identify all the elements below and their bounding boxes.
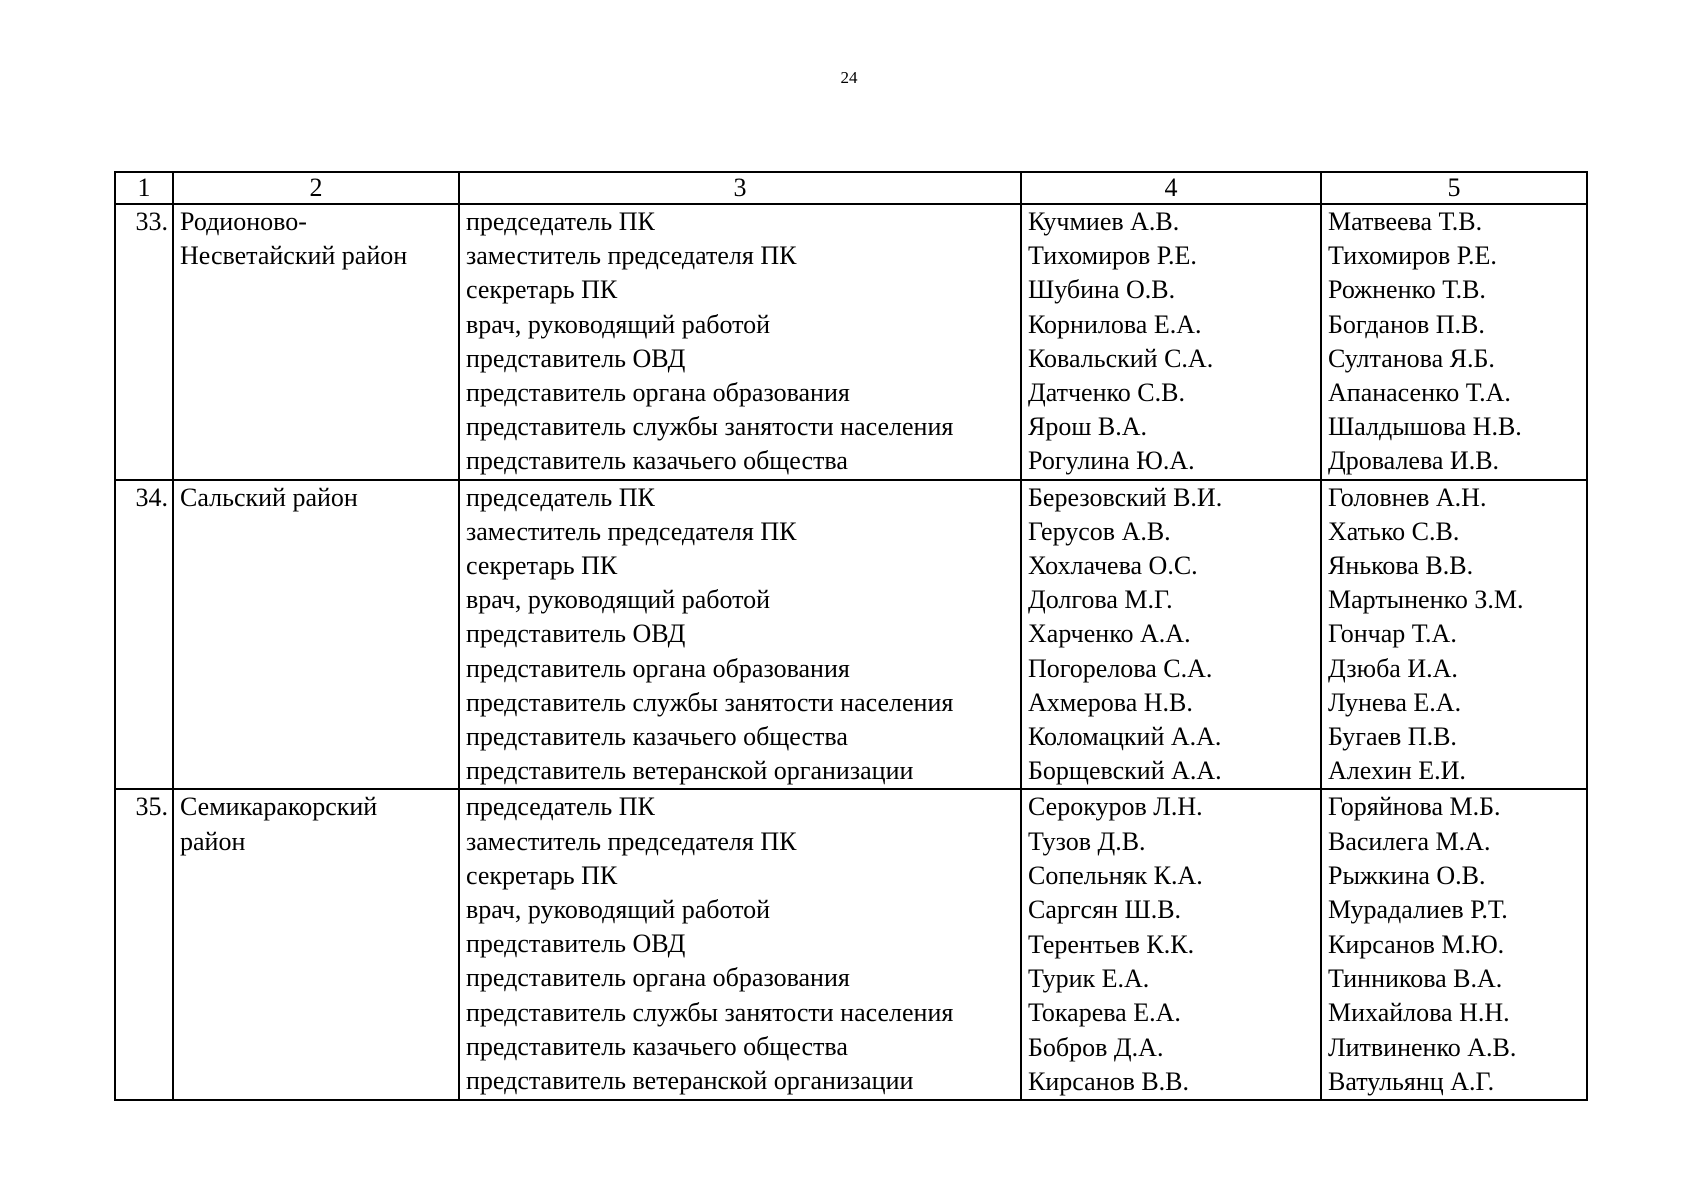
members-cell (1021, 480, 1321, 790)
reserve-name: Дровалева И.В. (1328, 446, 1500, 476)
reserve-name: Лунева Е.А. (1328, 687, 1462, 717)
position-title: заместитель председателя ПК (466, 516, 797, 546)
header-cell-4: 4 (1021, 172, 1321, 204)
table-header-row (115, 172, 1587, 204)
reserve-name: Мартыненко З.М. (1328, 585, 1524, 615)
commission-table (114, 171, 1588, 1101)
district-name-line: Сальский район (180, 482, 358, 512)
position-title: представитель органа образования (466, 653, 850, 683)
position-title: представитель ОВД (466, 343, 686, 373)
reserve-name: Бугаев П.В. (1328, 722, 1457, 752)
position-title: представитель органа образования (466, 378, 850, 408)
member-name: Березовский В.И. (1028, 482, 1223, 512)
position-title: врач, руководящий работой (466, 585, 771, 615)
reserve-name: Рожненко Т.В. (1328, 275, 1486, 305)
member-name: Кучмиев А.В. (1028, 207, 1180, 236)
member-name: Токарева Е.А. (1028, 998, 1181, 1028)
reserve-cell (1321, 789, 1587, 1100)
member-name: Долгова М.Г. (1028, 585, 1173, 615)
position-title: секретарь ПК (466, 551, 618, 581)
position-title: представитель ОВД (466, 619, 686, 649)
member-name: Турик Е.А. (1028, 963, 1150, 993)
district-name-line: Родионово- (180, 207, 307, 236)
row-number: 34. (115, 480, 173, 790)
reserve-name: Хатько С.В. (1328, 516, 1460, 546)
row-number: 35. (115, 789, 173, 1100)
district-cell (173, 480, 459, 790)
member-name: Хохлачева О.С. (1028, 551, 1198, 581)
members-cell (1021, 789, 1321, 1100)
member-name: Сопельняк К.А. (1028, 861, 1203, 891)
header-cell-3: 3 (459, 172, 1021, 204)
reserve-cell (1321, 480, 1587, 790)
reserve-name: Мурадалиев Р.Т. (1328, 895, 1508, 925)
reserve-cell (1321, 204, 1587, 480)
reserve-name: Дзюба И.А. (1328, 653, 1458, 683)
position-title: председатель ПК (466, 207, 655, 236)
district-name-line: район (180, 826, 246, 856)
header-cell-1: 1 (115, 172, 173, 204)
positions-cell (459, 204, 1021, 480)
reserve-name: Михайлова Н.Н. (1328, 998, 1510, 1028)
position-title: заместитель председателя ПК (466, 241, 797, 271)
table-row (115, 480, 1587, 790)
members-cell (1021, 204, 1321, 480)
row-number: 33. (115, 204, 173, 480)
position-title: секретарь ПК (466, 275, 618, 305)
reserve-name: Кирсанов М.Ю. (1328, 929, 1505, 959)
member-name: Погорелова С.А. (1028, 653, 1213, 683)
member-name: Корнилова Е.А. (1028, 309, 1202, 339)
positions-cell (459, 480, 1021, 790)
district-cell (173, 204, 459, 480)
member-name: Кирсанов В.В. (1028, 1066, 1190, 1096)
member-name: Саргсян Ш.В. (1028, 895, 1182, 925)
member-name: Ахмерова Н.В. (1028, 687, 1193, 717)
member-name: Герусов А.В. (1028, 516, 1171, 546)
position-title: представитель казачьего общества (466, 446, 848, 476)
reserve-name: Рыжкина О.В. (1328, 861, 1486, 891)
reserve-name: Ватульянц А.Г. (1328, 1066, 1495, 1096)
district-name-line: Семикаракорский (180, 792, 378, 822)
reserve-name: Литвиненко А.В. (1328, 1032, 1517, 1062)
header-cell-2: 2 (173, 172, 459, 204)
reserve-name: Султанова Я.Б. (1328, 343, 1495, 373)
header-cell-5: 5 (1321, 172, 1587, 204)
position-title: заместитель председателя ПК (466, 826, 797, 856)
member-name: Серокуров Л.Н. (1028, 792, 1203, 822)
reserve-name: Шалдышова Н.В. (1328, 412, 1522, 442)
district-name-line: Несветайский район (180, 241, 408, 271)
position-title: представитель ветеранской организации (466, 1066, 914, 1096)
position-title: представитель казачьего общества (466, 722, 848, 752)
reserve-name: Горяйнова М.Б. (1328, 792, 1501, 822)
member-name: Коломацкий А.А. (1028, 722, 1222, 752)
position-title: представитель службы занятости населения (466, 687, 954, 717)
member-name: Датченко С.В. (1028, 378, 1185, 408)
page-number: 24 (840, 68, 858, 87)
position-title: представитель казачьего общества (466, 1031, 848, 1061)
reserve-name: Матвеева Т.В. (1328, 207, 1483, 236)
position-title: представитель ветеранской организации (466, 756, 914, 786)
member-name: Бобров Д.А. (1028, 1032, 1164, 1062)
reserve-name: Тихомиров Р.Е. (1328, 241, 1497, 271)
member-name: Тихомиров Р.Е. (1028, 241, 1197, 271)
position-title: председатель ПК (466, 792, 655, 822)
member-name: Харченко А.А. (1028, 619, 1191, 649)
member-name: Тузов Д.В. (1028, 826, 1146, 856)
position-title: врач, руководящий работой (466, 895, 771, 925)
district-cell (173, 789, 459, 1100)
reserve-name: Василега М.А. (1328, 826, 1491, 856)
position-title: врач, руководящий работой (466, 309, 771, 339)
positions-cell (459, 789, 1021, 1100)
table-row (115, 204, 1587, 480)
member-name: Рогулина Ю.А. (1028, 446, 1195, 476)
member-name: Шубина О.В. (1028, 275, 1176, 305)
member-name: Терентьев К.К. (1028, 929, 1195, 959)
position-title: представитель органа образования (466, 963, 850, 993)
position-title: представитель службы занятости населения (466, 997, 954, 1027)
reserve-name: Алехин Е.И. (1328, 756, 1466, 786)
reserve-name: Головнев А.Н. (1328, 482, 1487, 512)
member-name: Ярош В.А. (1028, 412, 1147, 442)
reserve-name: Богданов П.В. (1328, 309, 1485, 339)
reserve-name: Апанасенко Т.А. (1328, 378, 1511, 408)
position-title: представитель службы занятости населения (466, 412, 954, 442)
position-title: председатель ПК (466, 482, 655, 512)
table-row (115, 789, 1587, 1100)
position-title: секретарь ПК (466, 860, 618, 890)
reserve-name: Янькова В.В. (1328, 551, 1474, 581)
member-name: Ковальский С.А. (1028, 343, 1214, 373)
reserve-name: Гончар Т.А. (1328, 619, 1457, 649)
member-name: Борщевский А.А. (1028, 756, 1222, 786)
position-title: представитель ОВД (466, 929, 686, 959)
reserve-name: Тинникова В.А. (1328, 963, 1503, 993)
